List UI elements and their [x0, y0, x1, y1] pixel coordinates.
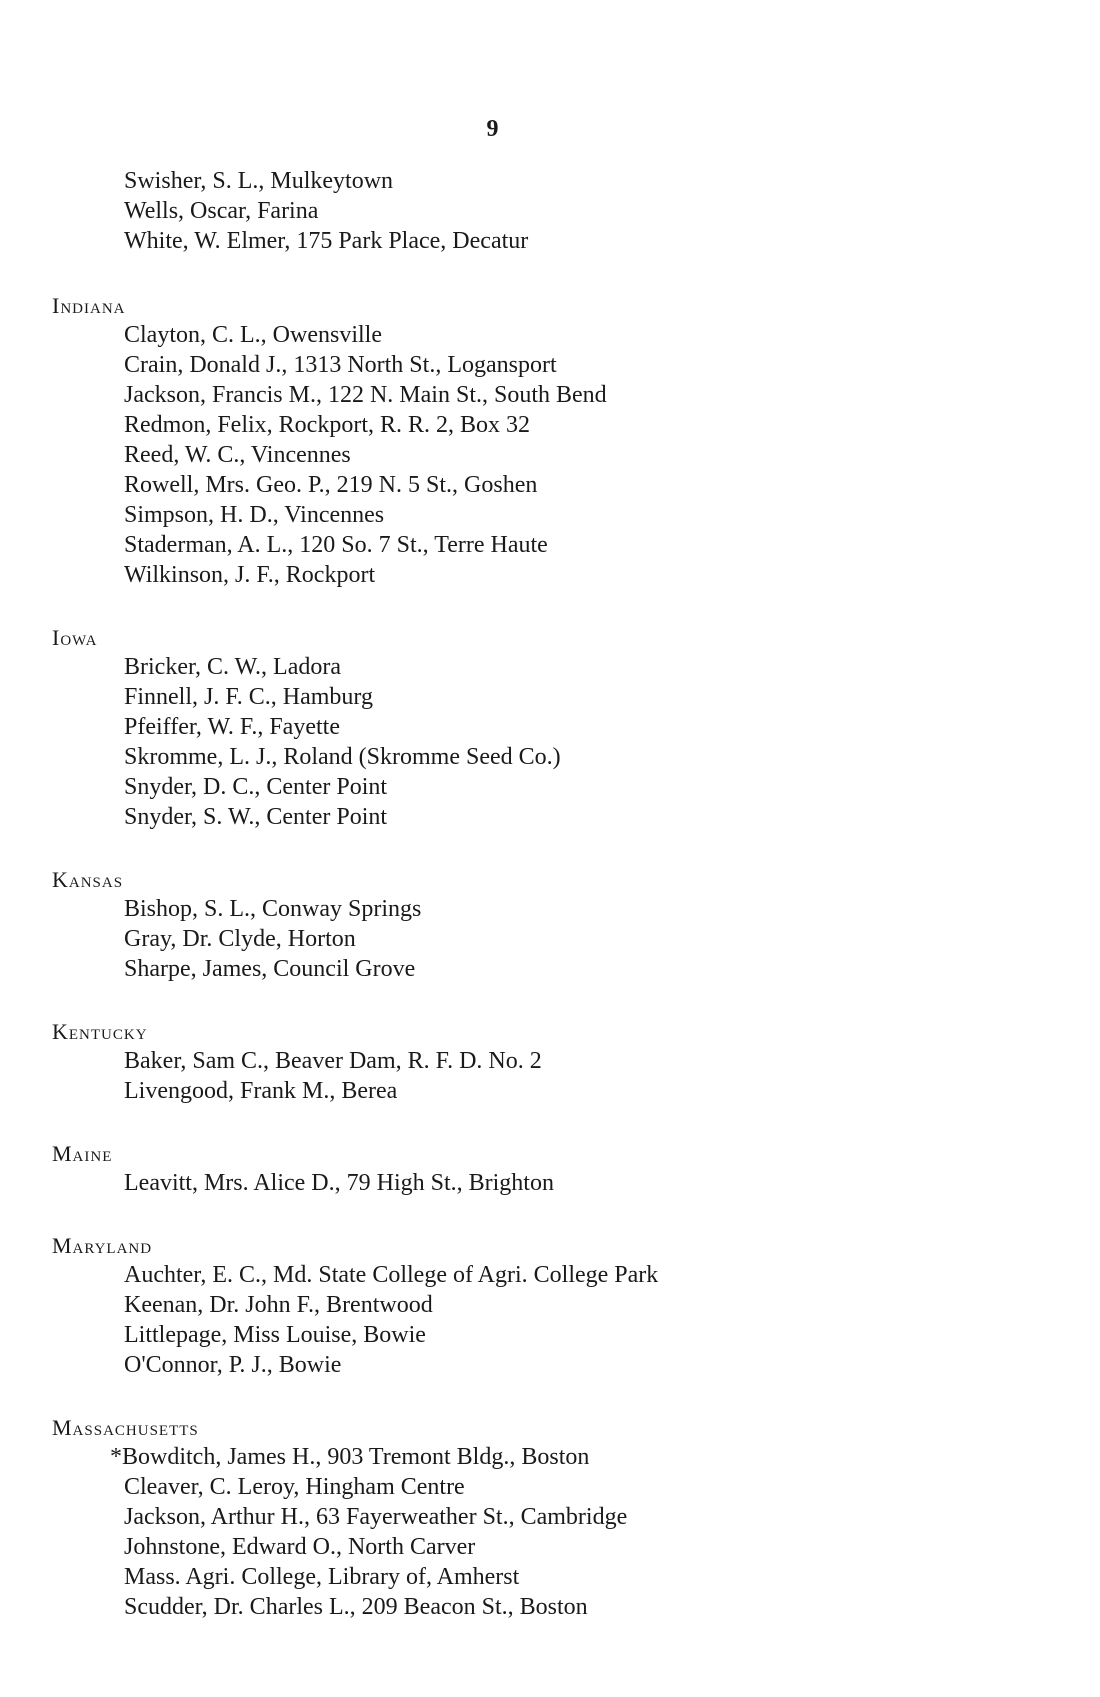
list-item: Finnell, J. F. C., Hamburg	[124, 684, 373, 710]
state-section-kentucky	[52, 1018, 1052, 1106]
list-item: Mass. Agri. College, Library of, Amherst	[124, 1564, 520, 1590]
entry-list	[52, 1442, 1052, 1622]
state-section-indiana	[52, 292, 1052, 590]
state-section-massachusetts	[52, 1414, 1052, 1622]
state-section-maine	[52, 1140, 1052, 1198]
state-section-kansas	[52, 866, 1052, 984]
list-item: Simpson, H. D., Vincennes	[124, 502, 385, 528]
list-item: Skromme, L. J., Roland (Skromme Seed Co.)	[124, 744, 561, 770]
entry-list	[52, 652, 1052, 832]
list-item: O'Connor, P. J., Bowie	[124, 1352, 342, 1378]
state-section-maryland	[52, 1232, 1052, 1380]
list-item: Rowell, Mrs. Geo. P., 219 N. 5 St., Goshen	[124, 472, 538, 498]
list-item: Bricker, C. W., Ladora	[124, 654, 341, 680]
list-item: Littlepage, Miss Louise, Bowie	[124, 1322, 426, 1348]
list-item: Wilkinson, J. F., Rockport	[124, 562, 376, 588]
list-item: Sharpe, James, Council Grove	[124, 956, 416, 982]
list-item: Clayton, C. L., Owensville	[124, 322, 382, 348]
list-item: Crain, Donald J., 1313 North St., Logansport	[124, 352, 557, 378]
list-item: Scudder, Dr. Charles L., 209 Beacon St., Boston	[124, 1594, 588, 1620]
list-item: Auchter, E. C., Md. State College of Agri. College Park	[124, 1262, 659, 1288]
entry-list	[52, 320, 1052, 590]
state-heading: Massachusetts	[52, 1415, 199, 1440]
entry-list	[52, 894, 1052, 984]
list-item: Staderman, A. L., 120 So. 7 St., Terre Haute	[124, 532, 548, 558]
list-item: Jackson, Francis M., 122 N. Main St., South Bend	[124, 382, 607, 408]
state-heading: Indiana	[52, 293, 126, 318]
page-number: 9	[486, 116, 499, 142]
list-item: *Bowditch, James H., 903 Tremont Bldg., Boston	[110, 1444, 590, 1470]
list-item: Gray, Dr. Clyde, Horton	[124, 926, 356, 952]
list-item: Jackson, Arthur H., 63 Fayerweather St., Cambridge	[124, 1504, 628, 1530]
list-item: Bishop, S. L., Conway Springs	[124, 896, 422, 922]
list-item: Reed, W. C., Vincennes	[124, 442, 351, 468]
list-item: Snyder, D. C., Center Point	[124, 774, 388, 800]
state-heading: Kansas	[52, 867, 124, 892]
list-item: Swisher, S. L., Mulkeytown	[124, 168, 394, 194]
state-section-iowa	[52, 624, 1052, 832]
entry-list	[52, 1046, 1052, 1106]
state-heading: Maine	[52, 1141, 113, 1166]
list-item: Keenan, Dr. John F., Brentwood	[124, 1292, 433, 1318]
entry-list	[52, 1260, 1052, 1380]
list-item: Wells, Oscar, Farina	[124, 198, 319, 224]
continued-entries	[52, 166, 1052, 256]
member-directory	[52, 166, 1052, 1622]
list-item: Johnstone, Edward O., North Carver	[124, 1534, 476, 1560]
list-item: Baker, Sam C., Beaver Dam, R. F. D. No. 2	[124, 1048, 542, 1074]
list-item: Pfeiffer, W. F., Fayette	[124, 714, 340, 740]
list-item: Cleaver, C. Leroy, Hingham Centre	[124, 1474, 465, 1500]
list-item: Redmon, Felix, Rockport, R. R. 2, Box 32	[124, 412, 531, 438]
list-item: Leavitt, Mrs. Alice D., 79 High St., Brighton	[124, 1170, 554, 1196]
state-heading: Kentucky	[52, 1019, 148, 1044]
state-heading: Maryland	[52, 1233, 153, 1258]
list-item: Snyder, S. W., Center Point	[124, 804, 388, 830]
entry-list	[52, 1168, 1052, 1198]
list-item: Livengood, Frank M., Berea	[124, 1078, 398, 1104]
state-heading: Iowa	[52, 625, 98, 650]
list-item: White, W. Elmer, 175 Park Place, Decatur	[124, 228, 529, 254]
